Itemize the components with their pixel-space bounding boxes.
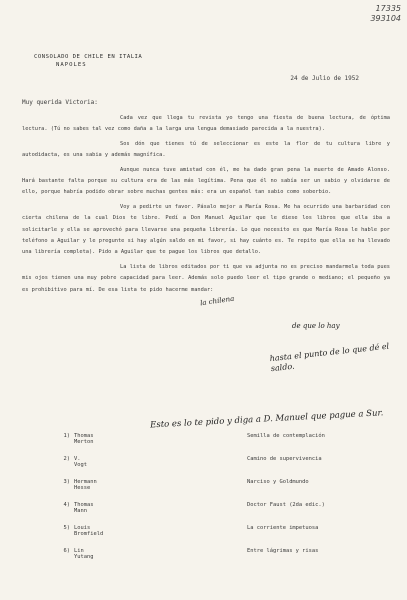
book-title: Narciso y Goldmundo [247, 479, 309, 485]
book-number: 1) [63, 433, 70, 439]
book-title: Camino de supervivencia [247, 456, 322, 462]
archive-number: 393104 [370, 14, 401, 23]
paragraph: Cada vez que llega tu revista yo tengo una fiesta de buena lectura, de óptima lectura. (Tú no sabes tal vez como daña a la larga una lengua demasiado parecida a la nuestra). [22, 115, 390, 133]
book-number: 3) [63, 479, 70, 485]
paragraph: Voy a pedirte un favor. Pásalo mejor a María Rosa. Me ha ocurrido una barbaridad con cierta chilena de la cual Dios te libre. Pedí a Don Manuel Aguilar que le diese los libros que ella iba a solicitarle y ella se aprovechó para llevarse una pequeña librería. Lo que necesito es que María Rosa le hable por teléfono a Aguilar y le pregunte si hay algún saldo en mi favor, si hay cuánto es. Te repito que ella se ha llevado una librería completa). Pido a Aguilar que te pague los libros que detallo. [22, 203, 390, 256]
book-author: Hermann Hesse [74, 479, 97, 491]
archive-marks [357, 4, 401, 24]
book-title: La corriente impetuosa [247, 525, 319, 531]
book-title: Semilla de contemplación [247, 433, 325, 439]
book-author: V. Vogt [74, 456, 87, 468]
paragraph: La lista de libros editados por ti que va adjunta no es preciso mandarmela toda pues mis ojos tienen una muy pobre capacidad para leer. Además solo puedo leer el tipo grande o mediano; el pequeño ya es prohibitivo para mí. De esa lista te pido hacerme mandar: [22, 263, 390, 293]
handwritten-insert: de que lo hay [292, 322, 340, 330]
book-author: Louis Bromfield [74, 525, 104, 537]
book-author: Lin Yutang [74, 548, 94, 560]
letter-body [22, 113, 390, 299]
letterhead [34, 53, 142, 69]
paragraph: Aunque nunca tuve amistad con él, me ha dado gran pena la muerte de Amado Alonso. Hará bastante falta porque su cultura era de las más legítima. Pena que él no sabía ser un sabio y olvidarse de ello, porque habría podido obrar sobre muchas gentes más: era un español tan sabio como soberbio. [22, 166, 390, 196]
handwritten-insert: Esto es lo te pido y diga a D. Manuel que pague a Sur. [149, 408, 384, 431]
book-author: Thomas Merton [74, 433, 94, 445]
greeting: Muy querida Victoria: [22, 99, 98, 106]
book-number: 6) [63, 548, 70, 554]
book-author: Thomas Mann [74, 502, 94, 514]
handwritten-insert: hasta el punto de lo que dé el saldo. [269, 341, 390, 374]
paragraph: Sos dón que tienes tú de seleccionar es este la flor de tu cultura libre y autodidacta, es una sabia y además magnífica. [22, 140, 390, 159]
letterhead-city: NAPOLES [56, 62, 87, 68]
letter-date: 24 de Julio de 1952 [290, 75, 359, 82]
letterhead-consulate: CONSOLADO DE CHILE EN ITALIA [34, 54, 143, 60]
book-title: Entre lágrimas y risas [247, 548, 319, 554]
archive-number: 17335 [375, 4, 401, 13]
book-number: 5) [63, 525, 70, 531]
book-number: 4) [63, 502, 70, 508]
book-number: 2) [63, 456, 70, 462]
handwritten-insert: la chilena [199, 294, 235, 308]
book-title: Doctor Faust (2da edic.) [247, 502, 325, 508]
